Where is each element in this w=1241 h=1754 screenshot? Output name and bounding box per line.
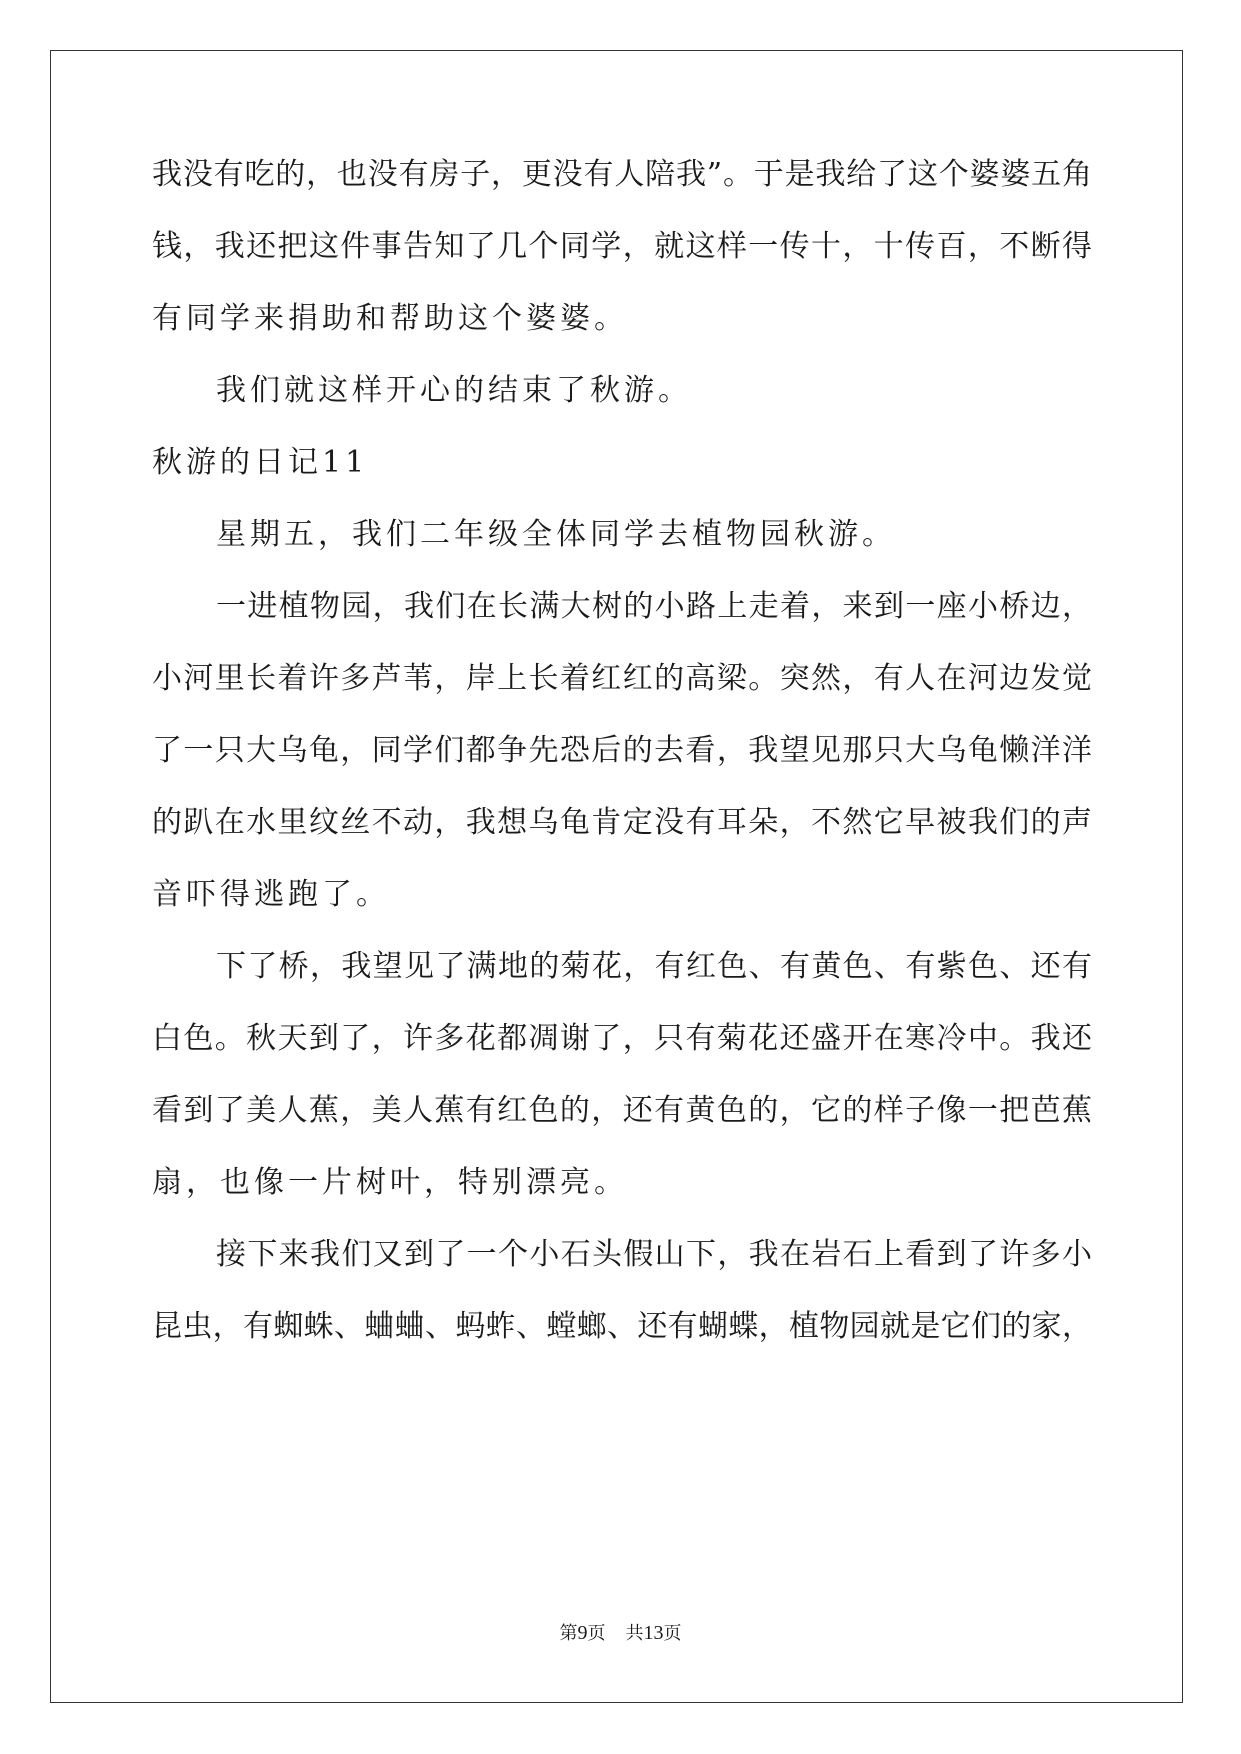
text-line: 接下来我们又到了一个小石头假山下，我在岩石上看到了许多小	[216, 1237, 1092, 1272]
text-line: 小河里长着许多芦苇，岸上长着红红的高梁。突然，有人在河边发觉	[152, 661, 1092, 696]
total-pages: 13	[643, 1622, 664, 1644]
text-line: 一进植物园，我们在长满大树的小路上走着，来到一座小桥边，	[216, 589, 1092, 624]
text-line: 的趴在水里纹丝不动，我想乌龟肯定没有耳朵，不然它早被我们的声	[152, 805, 1092, 840]
text-line: 有同学来捐助和帮助这个婆婆。	[152, 301, 628, 336]
page-footer	[0, 1624, 1241, 1643]
page-number: 9	[577, 1622, 588, 1644]
text-line: 我没有吃的，也没有房子，更没有人陪我”。于是我给了这个婆婆五角	[152, 157, 1092, 192]
page-suffix: 页	[587, 1623, 606, 1644]
text-line: 星期五，我们二年级全体同学去植物园秋游。	[216, 517, 896, 552]
text-line: 看到了美人蕉，美人蕉有红色的，还有黄色的，它的样子像一把芭蕉	[152, 1093, 1092, 1128]
page-prefix: 第	[559, 1623, 578, 1644]
text-line: 下了桥，我望见了满地的菊花，有红色、有黄色、有紫色、还有	[216, 949, 1092, 984]
text-line: 音吓得逃跑了。	[152, 877, 390, 912]
total-prefix: 共	[625, 1623, 644, 1644]
text-line: 了一只大乌龟，同学们都争先恐后的去看，我望见那只大乌龟懒洋洋	[152, 733, 1092, 768]
text-line: 钱，我还把这件事告知了几个同学，就这样一传十，十传百，不断得	[152, 229, 1092, 264]
text-line: 昆虫，有蜘蛛、蛐蛐、蚂蚱、螳螂、还有蝴蝶，植物园就是它们的家，	[152, 1309, 1092, 1344]
text-line: 白色。秋天到了，许多花都凋谢了，只有菊花还盛开在寒冷中。我还	[152, 1021, 1092, 1056]
text-line: 我们就这样开心的结束了秋游。	[216, 373, 692, 408]
section-heading: 秋游的日记11	[152, 445, 369, 480]
total-suffix: 页	[663, 1623, 682, 1644]
text-line: 扇，也像一片树叶，特别漂亮。	[152, 1165, 628, 1200]
